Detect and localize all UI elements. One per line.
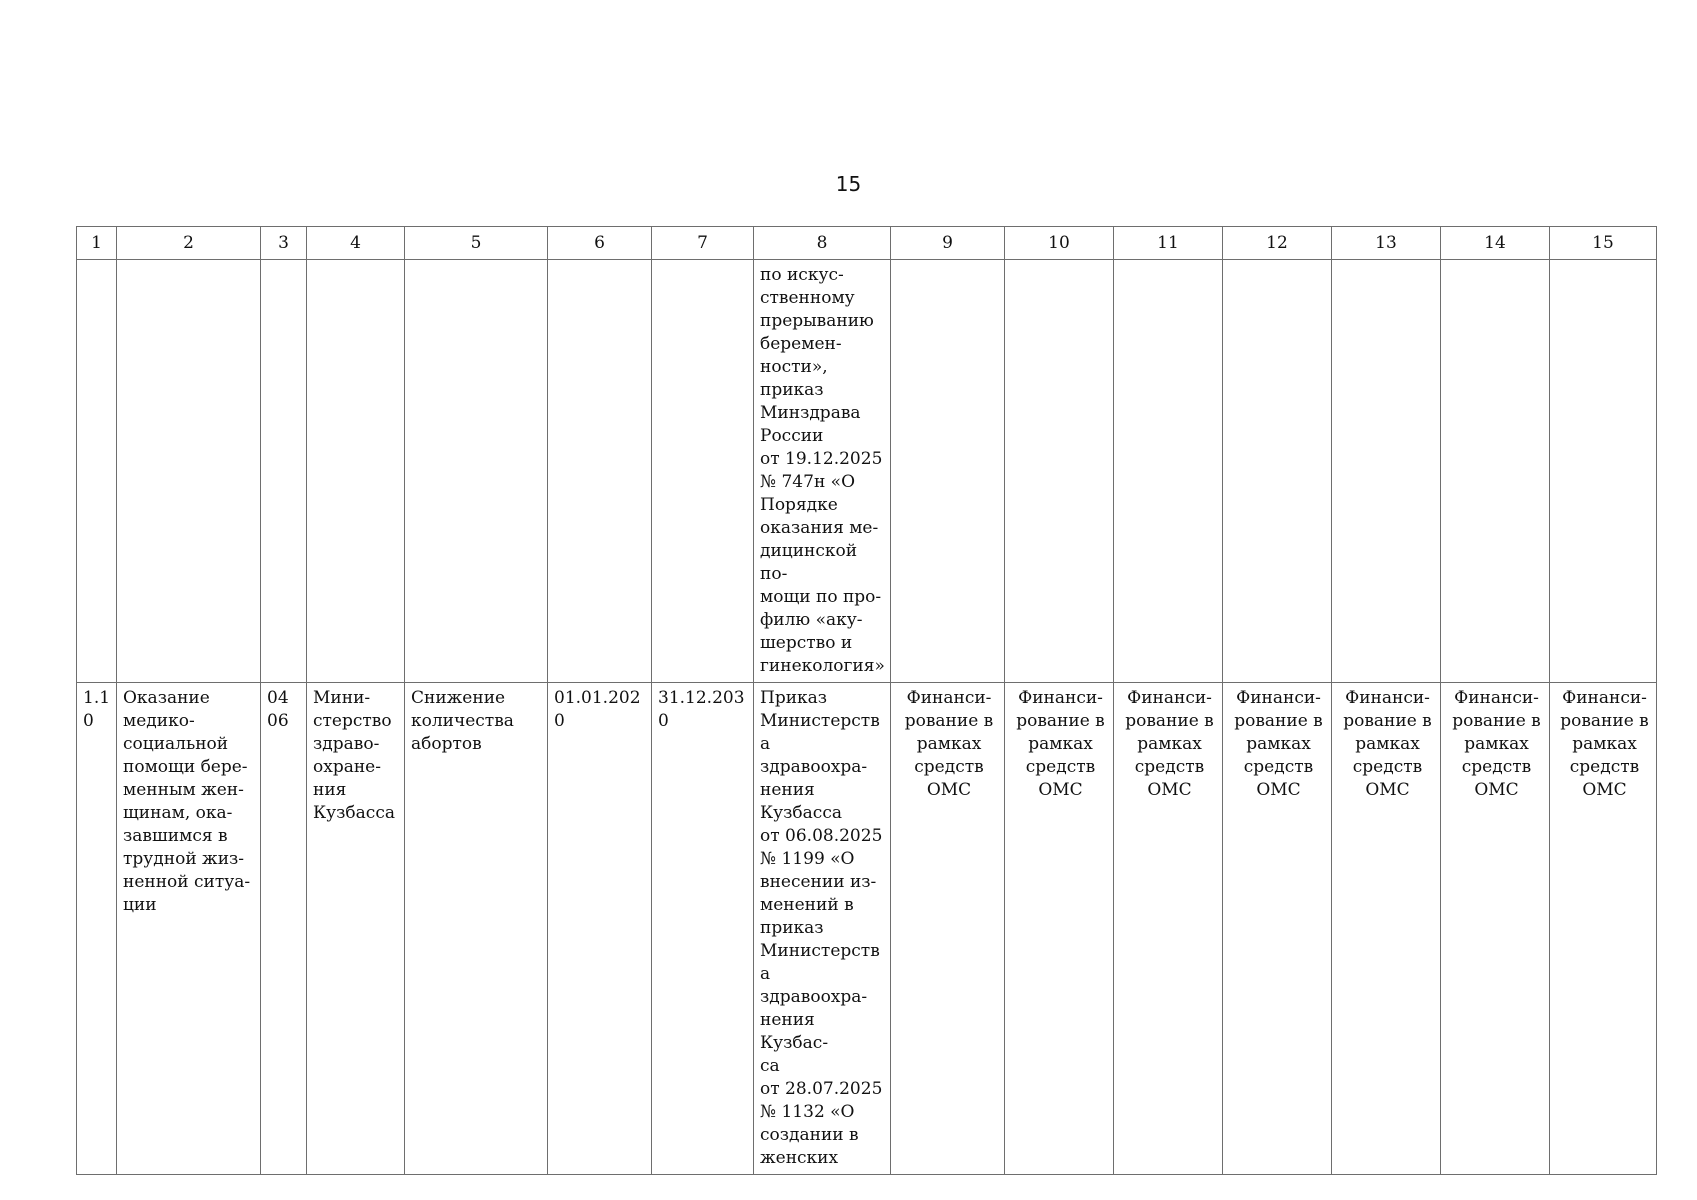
table-cell: [652, 260, 754, 683]
table-cell: [117, 260, 261, 683]
legal-basis-cell: Приказ Министерства здравоохра- нения Кузбасса от 06.08.2025 № 1199 «О внесении из- менений в приказ Министерства здравоохра- нения Кузбас- са от 28.07.2025 № 1132 «О создании в женских: [754, 683, 891, 1175]
table-cell: [405, 260, 548, 683]
financing-cell: Финанси- рование в рамках средств ОМС: [1223, 683, 1332, 1175]
financing-cell: Финанси- рование в рамках средств ОМС: [1550, 683, 1657, 1175]
item-number-cell: 1.10: [77, 683, 117, 1175]
column-header: 8: [754, 227, 891, 260]
column-header: 7: [652, 227, 754, 260]
page-number: 15: [835, 172, 862, 196]
column-header: 5: [405, 227, 548, 260]
table-cell: [1005, 260, 1114, 683]
table-row: [77, 683, 1657, 1175]
table-cell: [1114, 260, 1223, 683]
table-cell: [261, 260, 307, 683]
column-header: 2: [117, 227, 261, 260]
financing-cell: Финанси- рование в рамках средств ОМС: [891, 683, 1005, 1175]
measure-name-cell: Оказание медико- социальной помощи бере- менным жен- щинам, ока- завшимся в трудной жиз- ненной ситуа- ции: [117, 683, 261, 1175]
end-date-cell: 31.12.2030: [652, 683, 754, 1175]
column-header: 9: [891, 227, 1005, 260]
table-cell: [548, 260, 652, 683]
table-cell: [1223, 260, 1332, 683]
table-header-row: [77, 227, 1657, 260]
column-header: 14: [1441, 227, 1550, 260]
table-cell: [891, 260, 1005, 683]
expected-result-cell: Снижение количества абортов: [405, 683, 548, 1175]
financing-cell: Финанси- рование в рамках средств ОМС: [1114, 683, 1223, 1175]
column-header: 3: [261, 227, 307, 260]
table-cell: [1441, 260, 1550, 683]
column-header: 1: [77, 227, 117, 260]
program-table: [76, 226, 1657, 1175]
financing-cell: Финанси- рование в рамках средств ОМС: [1332, 683, 1441, 1175]
column-header: 6: [548, 227, 652, 260]
legal-basis-cell: по искус- ственному прерыванию беремен- ности», приказ Минздрава России от 19.12.2025 № 747н «О Порядке оказания ме- дицинской по- мощи по про- филю «аку- шерство и гинекология»: [754, 260, 891, 683]
code-cell: 04 06: [261, 683, 307, 1175]
responsible-executor-cell: Мини- стерство здраво- охране- ния Кузбасса: [307, 683, 405, 1175]
table-cell: [77, 260, 117, 683]
column-header: 4: [307, 227, 405, 260]
start-date-cell: 01.01.2020: [548, 683, 652, 1175]
column-header: 10: [1005, 227, 1114, 260]
column-header: 13: [1332, 227, 1441, 260]
table-cell: [1332, 260, 1441, 683]
column-header: 15: [1550, 227, 1657, 260]
column-header: 12: [1223, 227, 1332, 260]
table-row-continuation: [77, 260, 1657, 683]
financing-cell: Финанси- рование в рамках средств ОМС: [1005, 683, 1114, 1175]
table-cell: [307, 260, 405, 683]
financing-cell: Финанси- рование в рамках средств ОМС: [1441, 683, 1550, 1175]
table-cell: [1550, 260, 1657, 683]
column-header: 11: [1114, 227, 1223, 260]
